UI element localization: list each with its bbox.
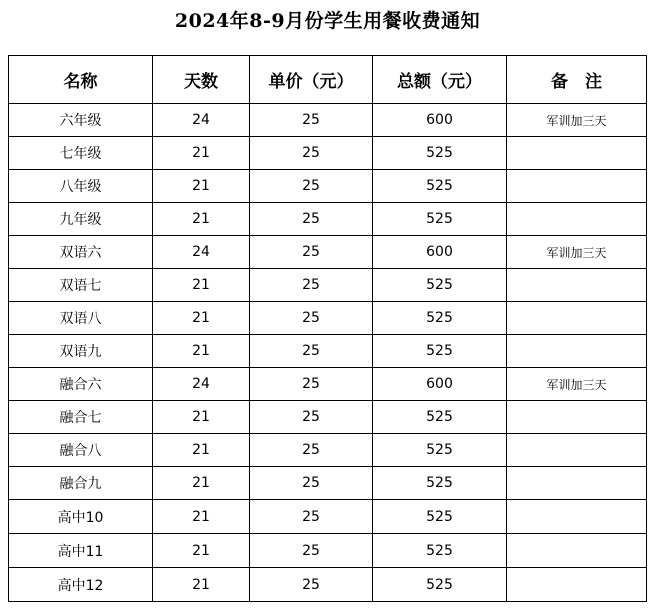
table-row: [9, 500, 647, 534]
cell-total: 525: [373, 335, 507, 368]
header-remarks: 备 注: [507, 56, 647, 104]
cell-total: 600: [373, 104, 507, 137]
cell-total: 525: [373, 203, 507, 236]
cell-price: 25: [250, 568, 373, 602]
cell-name: 双语七: [9, 269, 153, 302]
table-row: [9, 335, 647, 368]
cell-price: 25: [250, 401, 373, 434]
cell-days: 21: [153, 568, 250, 602]
table-row: [9, 534, 647, 568]
header-days: 天数: [153, 56, 250, 104]
table-row: [9, 401, 647, 434]
cell-price: 25: [250, 203, 373, 236]
cell-days: 21: [153, 467, 250, 500]
header-unit-price: 单价（元）: [250, 56, 373, 104]
cell-total: 525: [373, 434, 507, 467]
cell-price: 25: [250, 269, 373, 302]
table-row: [9, 368, 647, 401]
cell-name: 融合七: [9, 401, 153, 434]
cell-note: [507, 534, 647, 568]
cell-days: 21: [153, 434, 250, 467]
table-row: [9, 203, 647, 236]
cell-name: 双语六: [9, 236, 153, 269]
table-row: [9, 170, 647, 203]
table-row: [9, 434, 647, 467]
cell-price: 25: [250, 500, 373, 534]
page-title: 2024年8-9月份学生用餐收费通知: [174, 10, 481, 32]
table-row: [9, 104, 647, 137]
cell-name: 高中11: [9, 534, 153, 568]
cell-price: 25: [250, 467, 373, 500]
cell-days: 21: [153, 170, 250, 203]
cell-total: 525: [373, 534, 507, 568]
cell-name: 融合八: [9, 434, 153, 467]
cell-note: [507, 170, 647, 203]
cell-note: 军训加三天: [507, 104, 647, 137]
cell-total: 600: [373, 236, 507, 269]
cell-total: 525: [373, 568, 507, 602]
cell-name: 双语九: [9, 335, 153, 368]
table-header-row: [9, 56, 647, 104]
cell-price: 25: [250, 534, 373, 568]
cell-days: 21: [153, 203, 250, 236]
cell-note: [507, 335, 647, 368]
header-name: 名称: [9, 56, 153, 104]
cell-name: 融合六: [9, 368, 153, 401]
cell-days: 21: [153, 269, 250, 302]
cell-name: 八年级: [9, 170, 153, 203]
cell-note: 军训加三天: [507, 236, 647, 269]
table-row: [9, 137, 647, 170]
cell-note: [507, 302, 647, 335]
cell-name: 七年级: [9, 137, 153, 170]
cell-total: 525: [373, 170, 507, 203]
table-row: [9, 467, 647, 500]
cell-price: 25: [250, 137, 373, 170]
cell-name: 高中10: [9, 500, 153, 534]
header-total: 总额（元）: [373, 56, 507, 104]
table-row: [9, 236, 647, 269]
cell-days: 24: [153, 236, 250, 269]
cell-note: [507, 500, 647, 534]
cell-note: [507, 467, 647, 500]
cell-days: 24: [153, 368, 250, 401]
cell-total: 525: [373, 467, 507, 500]
table-row: [9, 302, 647, 335]
cell-price: 25: [250, 302, 373, 335]
cell-note: [507, 269, 647, 302]
cell-days: 21: [153, 302, 250, 335]
cell-note: [507, 137, 647, 170]
cell-note: [507, 401, 647, 434]
cell-days: 21: [153, 500, 250, 534]
cell-price: 25: [250, 236, 373, 269]
cell-days: 24: [153, 104, 250, 137]
table-row: [9, 568, 647, 602]
cell-total: 525: [373, 269, 507, 302]
cell-note: 军训加三天: [507, 368, 647, 401]
cell-name: 融合九: [9, 467, 153, 500]
cell-price: 25: [250, 368, 373, 401]
cell-name: 九年级: [9, 203, 153, 236]
cell-price: 25: [250, 335, 373, 368]
cell-name: 六年级: [9, 104, 153, 137]
table-row: [9, 269, 647, 302]
cell-total: 525: [373, 137, 507, 170]
cell-days: 21: [153, 401, 250, 434]
cell-total: 525: [373, 401, 507, 434]
cell-days: 21: [153, 335, 250, 368]
cell-price: 25: [250, 434, 373, 467]
cell-total: 525: [373, 500, 507, 534]
cell-price: 25: [250, 170, 373, 203]
meal-fee-table: [8, 55, 647, 602]
cell-note: [507, 568, 647, 602]
cell-price: 25: [250, 104, 373, 137]
cell-name: 高中12: [9, 568, 153, 602]
cell-total: 600: [373, 368, 507, 401]
cell-days: 21: [153, 534, 250, 568]
cell-days: 21: [153, 137, 250, 170]
cell-note: [507, 203, 647, 236]
cell-name: 双语八: [9, 302, 153, 335]
cell-note: [507, 434, 647, 467]
cell-total: 525: [373, 302, 507, 335]
